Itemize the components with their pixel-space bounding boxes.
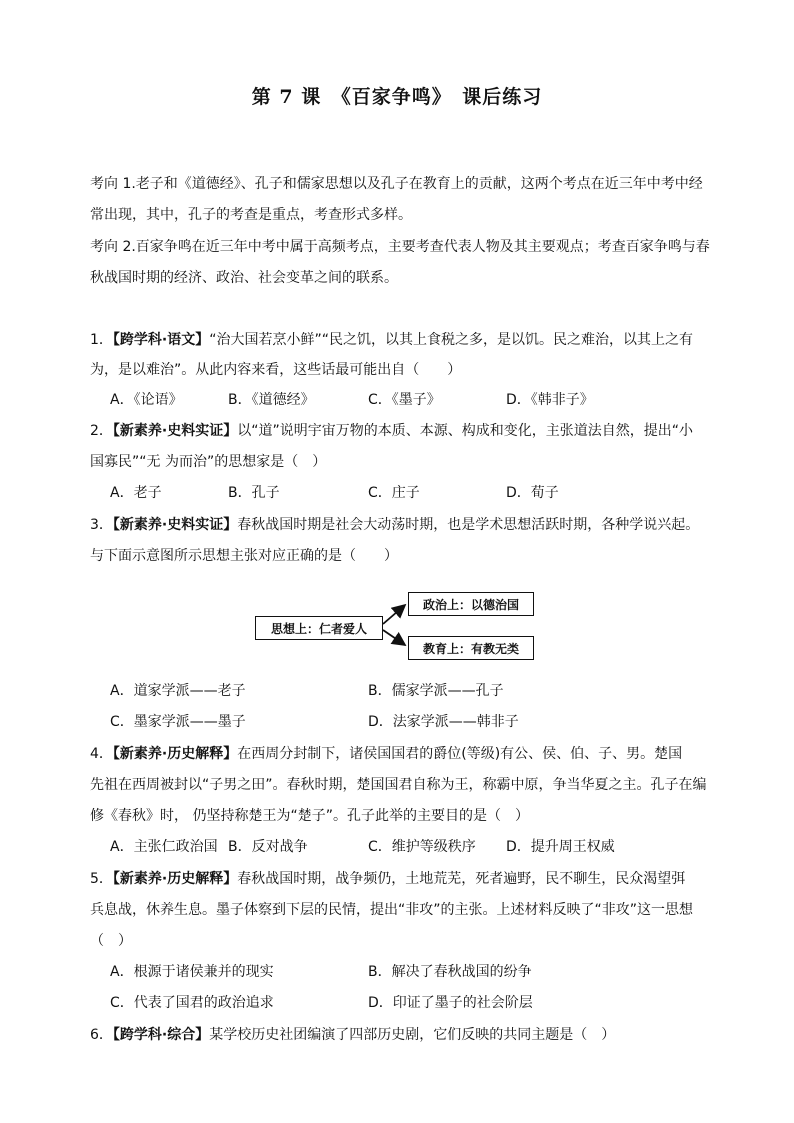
option-d[interactable]: D．提升周王权威 [506,839,615,855]
option-a[interactable]: A．道家学派——老子 [110,683,246,699]
question-1-stem [90,330,710,350]
option-d[interactable]: D．荀子 [506,485,559,501]
intro-line-3: 考向 2.百家争鸣在近三年中考中属于高频考点，主要考查代表人物及其主要观点；考查百家争鸣与春 [90,239,710,255]
question-3-options-row-2 [110,712,710,732]
option-a[interactable]: A．《论语》 [110,392,183,408]
question-2-stem-cont: 国寡民”“无 为而治”的思想家是（ ） [90,454,327,470]
intro-line-2: 常出现，其中，孔子的考查是重点，考查形式多样。 [90,207,412,223]
question-text: “治大国若烹小鲜”“民之饥，以其上食税之多，是以饥。民之难治，以其上之有 [209,332,694,348]
question-5-stem [90,869,710,889]
question-tag: 【跨学科·综合】 [112,1027,210,1043]
option-d[interactable]: D．法家学派——韩非子 [368,714,519,730]
option-c[interactable]: C．维护等级秩序 [368,839,476,855]
question-4-stem-cont-2: 修《春秋》时， 仍坚持称楚王为“楚子”。孔子此举的主要目的是（ ） [90,808,529,824]
option-d[interactable]: D．《韩非子》 [506,392,594,408]
question-5-options-row-2 [110,993,710,1013]
page-title: 第 7 课 《百家争鸣》 课后练习 [251,86,543,108]
question-5-stem-cont: 兵息战，休养生息。墨子体察到下层的民情，提出“非攻”的主张。上述材料反映了“非攻”这一思想 [90,902,694,918]
option-c[interactable]: C．墨家学派——墨子 [110,714,246,730]
option-b[interactable]: B．儒家学派——孔子 [368,683,504,699]
top-box: 政治上：以德治国 [408,592,534,616]
question-3-options-row-1 [110,681,710,701]
question-text: 春秋战国时期，战争频仍，土地荒芜，死者遍野，民不聊生，民众渴望弭 [237,871,686,887]
question-4-stem-cont: 先祖在西周被封以“子男之田”。春秋时期，楚国国君自称为王，称霸中原，争当华夏之主。孔子在编 [90,777,707,793]
question-tag: 【新素养·历史解释】 [112,746,238,762]
question-3-stem [90,515,710,535]
question-3-stem-cont: 与下面示意图所示思想主张对应正确的是（ ） [90,548,398,564]
question-6-stem [90,1025,710,1045]
question-5-stem-cont-2: （ ） [90,933,132,949]
question-4-stem [90,744,710,764]
question-number: 5． [90,871,113,887]
question-number: 4． [90,746,113,762]
thought-diagram [255,590,545,660]
question-text: 以“道”说明宇宙万物的本质、本源、构成和变化，主张道法自然，提出“小 [237,423,694,439]
question-number: 1． [90,332,113,348]
question-tag: 【跨学科·语文】 [112,332,210,348]
option-b[interactable]: B．解决了春秋战国的纷争 [368,964,532,980]
question-4-options [110,837,710,857]
question-1-options [110,390,710,410]
question-1-stem-cont: 为，是以难治”。从此内容来看，这些话最可能出自（ ） [90,362,462,378]
intro-line-4: 秋战国时期的经济、政治、社会变革之间的联系。 [90,270,398,286]
question-tag: 【新素养·史料实证】 [112,517,238,533]
question-number: 6． [90,1027,113,1043]
option-b[interactable]: B．《道德经》 [228,392,315,408]
question-number: 3． [90,517,113,533]
option-c[interactable]: C．代表了国君的政治追求 [110,995,274,1011]
option-b[interactable]: B．反对战争 [228,839,308,855]
intro-line-1: 考向 1.老子和《道德经》、孔子和儒家思想以及孔子在教育上的贡献，这两个考点在近三年中考中经 [90,176,703,192]
question-2-options [110,483,710,503]
option-d[interactable]: D．印证了墨子的社会阶层 [368,995,533,1011]
question-5-options-row-1 [110,962,710,982]
question-tag: 【新素养·历史解释】 [112,871,238,887]
question-tag: 【新素养·史料实证】 [112,423,238,439]
question-text: 在西周分封制下，诸侯国国君的爵位(等级)有公、侯、伯、子、男。楚国 [237,746,683,762]
option-a[interactable]: A．老子 [110,485,162,501]
option-a[interactable]: A．根源于诸侯兼并的现实 [110,964,274,980]
option-c[interactable]: C．《墨子》 [368,392,441,408]
option-a[interactable]: A．主张仁政治国 [110,839,218,855]
question-2-stem [90,421,710,441]
bottom-box: 教育上：有教无类 [408,636,534,660]
question-number: 2． [90,423,113,439]
arrow-up [383,605,405,624]
question-text: 春秋战国时期是社会大动荡时期，也是学术思想活跃时期，各种学说兴起。 [237,517,700,533]
option-b[interactable]: B．孔子 [228,485,280,501]
arrow-down [383,630,405,645]
question-text: 某学校历史社团编演了四部历史剧，它们反映的共同主题是（ ） [209,1027,616,1043]
left-box: 思想上：仁者爱人 [255,616,383,640]
option-c[interactable]: C．庄子 [368,485,420,501]
